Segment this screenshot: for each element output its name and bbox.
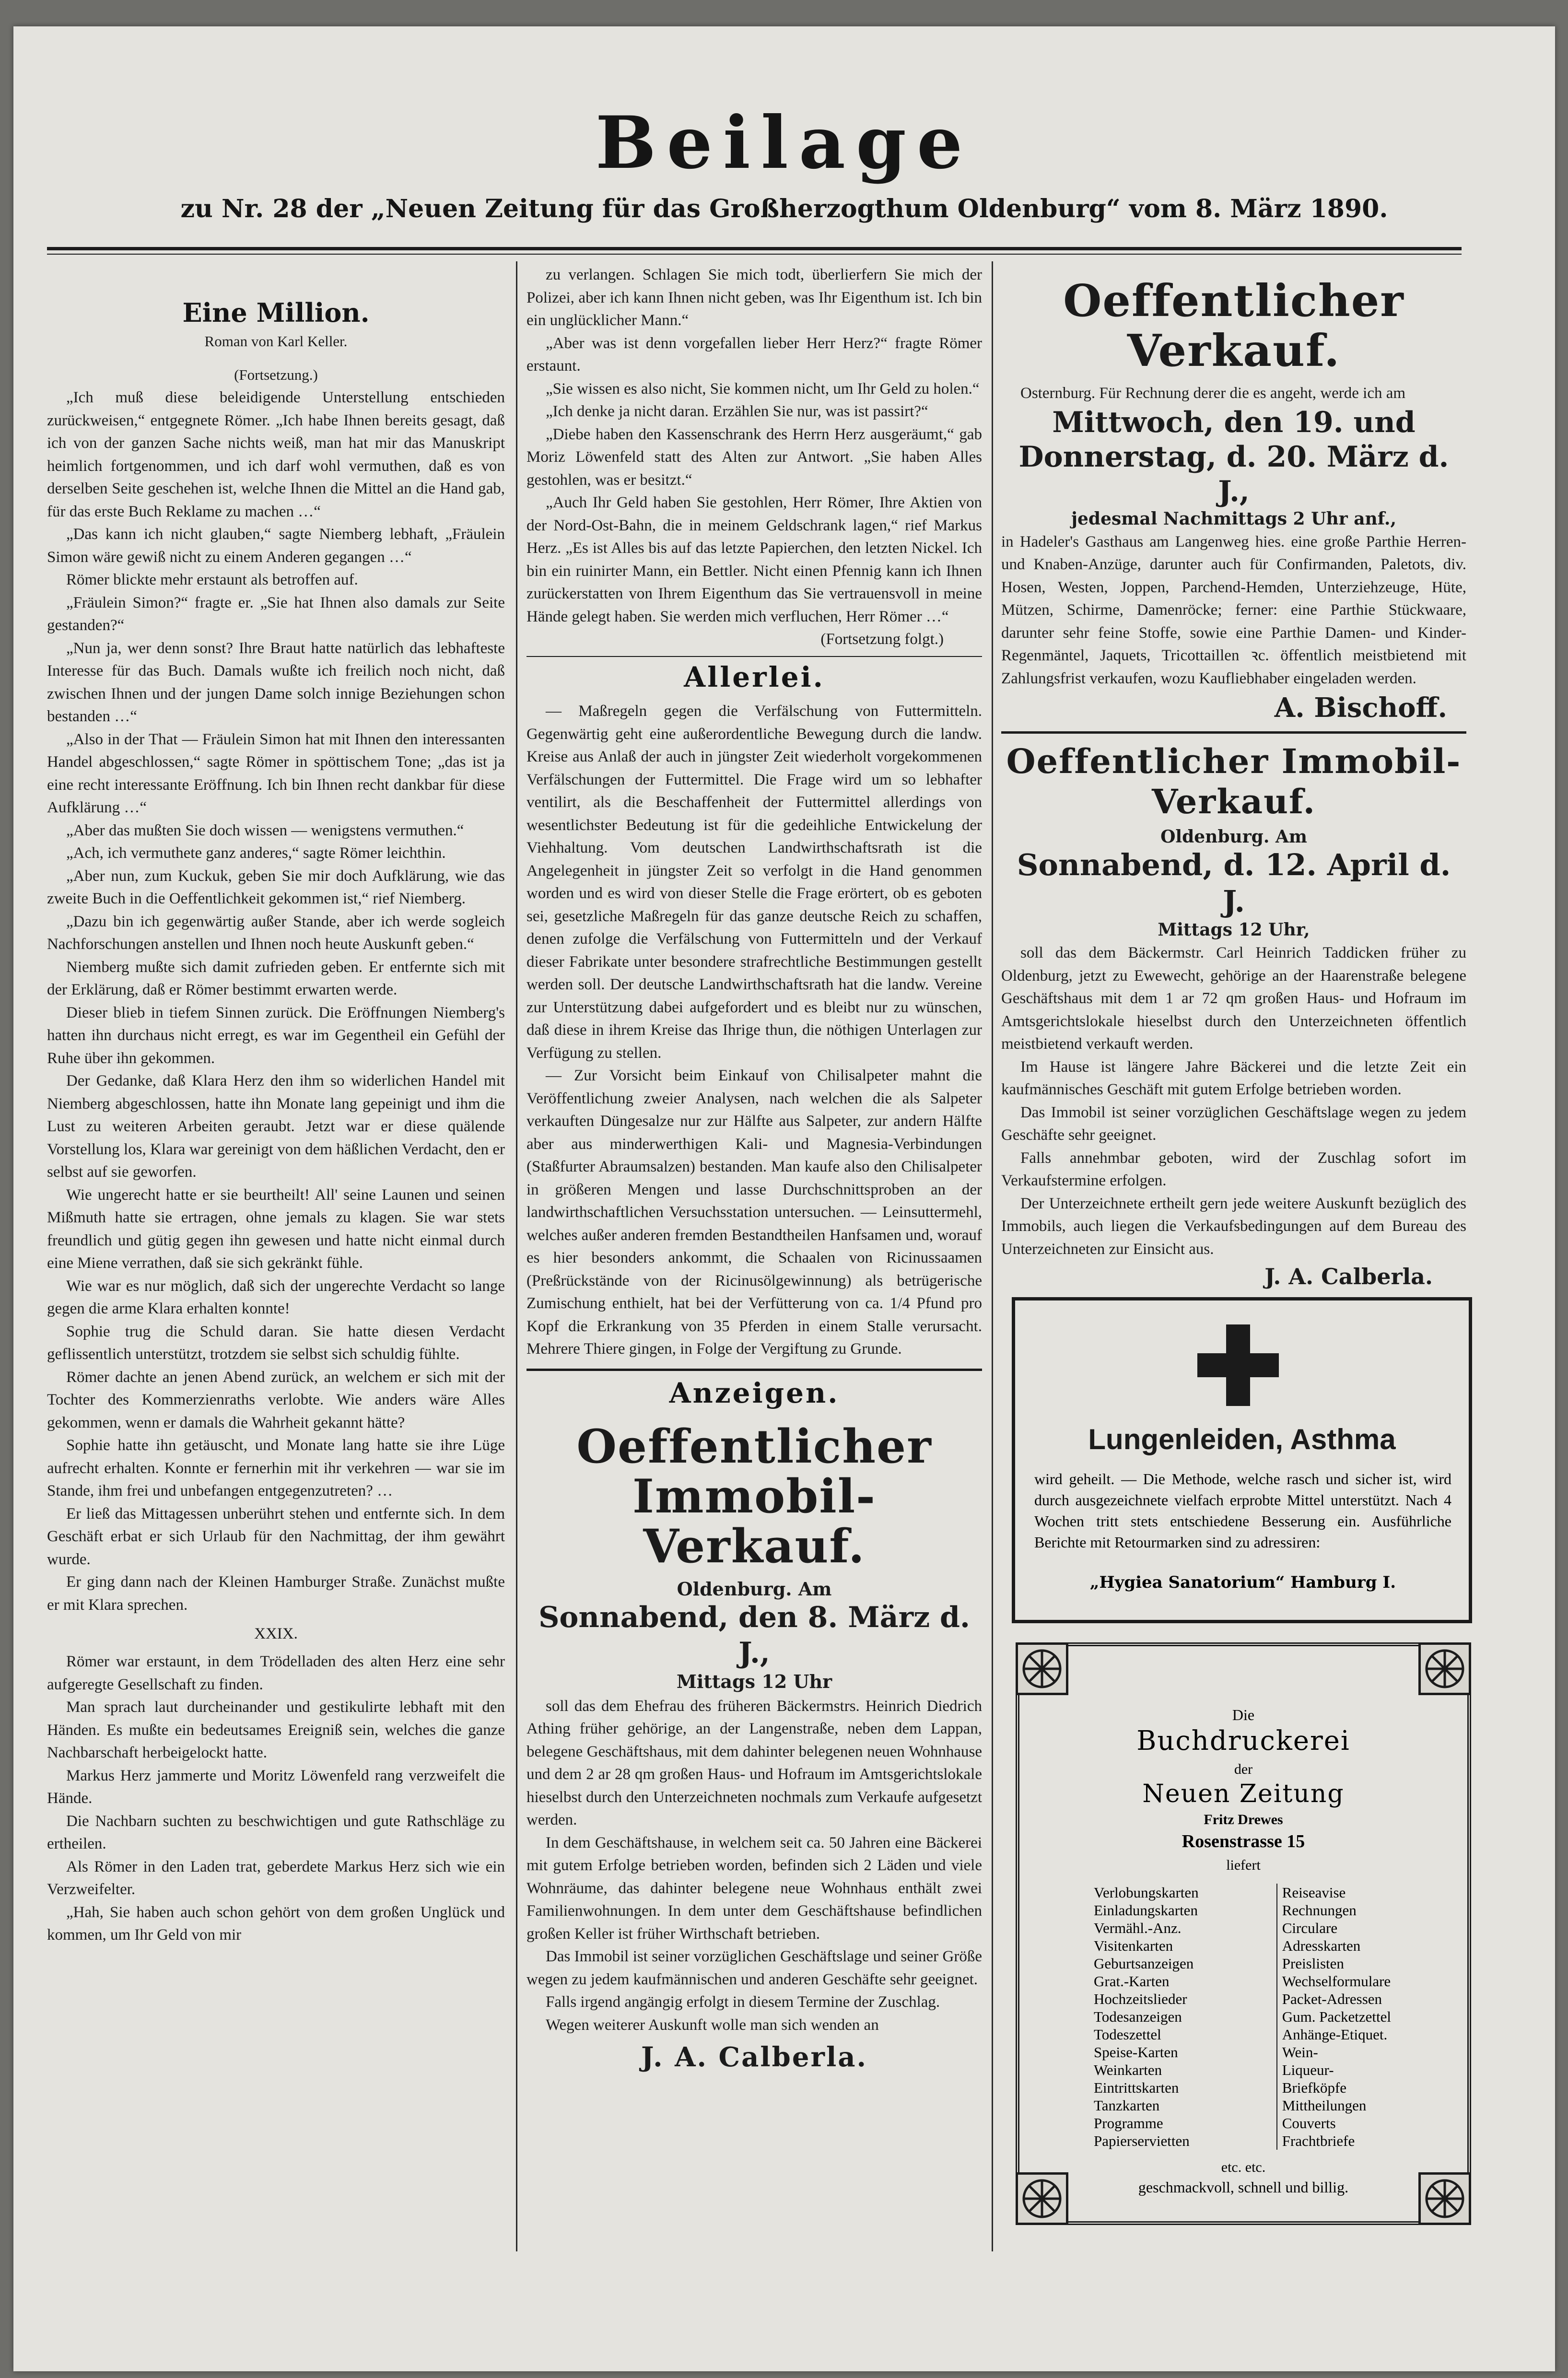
story-heading: Eine Million.: [182, 297, 370, 328]
print-products-table: [1094, 1884, 1391, 2150]
paragraph: soll das dem Bäckermstr. Carl Heinrich Taddicken früher zu Oldenburg, jetzt zu Ewewecht, gehörige an der Haarenstraße belegene Geschäftshaus mit dem 1 ar 72 qm großen Haus- und Hofraum im Amtsgerichtslokale hieselbst durch den Unterzeichneten öffentlich meistbietend verkauft werden.: [1001, 944, 1466, 1053]
product-item: Preislisten: [1282, 1955, 1344, 1972]
asthma-ad-text: wird geheilt. — Die Methode, welche rasch und sicher ist, wird durch ausgezeichnete vielfach erprobte Mittel unterstützt. Nach 4 Wochen tritt stets entschiedene Besserung ein. Ausführliche Berichte mit Retourmarken sind zu adressiren:: [1034, 1470, 1451, 1551]
story-continued-note: (Fortsetzung folgt.): [820, 631, 944, 648]
paragraph: Wie war es nur möglich, daß sich der ungerechte Verdacht so lange gegen die arme Klara erhalten konnte!: [47, 1277, 505, 1317]
paragraph: Wie ungerecht hatte er sie beurtheilt! All' seine Launen und seinen Mißmuth hatte sie ertragen, ohne jemals zu klagen. Sie war stets freundlich und gütig gegen ihn gewesen und hatte nicht einmal durch eine Miene verrathen, daß sie sich gekränkt fühle.: [47, 1186, 505, 1272]
column-divider: [992, 261, 993, 2251]
paragraph: „Sie wissen es also nicht, Sie kommen nicht, um Ihr Geld zu holen.“: [546, 380, 980, 398]
paragraph: Das Immobil ist seiner vorzüglichen Geschäftslage wegen zu jedem Geschäfte sehr geeignet.: [1001, 1103, 1466, 1144]
print-shop-etc: etc. etc.: [1221, 2159, 1266, 2175]
paragraph: Als Römer in den Laden trat, geberdete Markus Herz sich wie ein Verzweifelter.: [47, 1858, 505, 1898]
ad-date: Sonnabend, den 8. März d. J.,: [538, 1600, 970, 1670]
print-shop-ad: [1016, 1642, 1471, 2225]
product-item: Frachtbriefe: [1282, 2132, 1355, 2149]
story-continuation: [527, 264, 982, 628]
newspaper-page: [13, 26, 1555, 2371]
product-item: Mittheilungen: [1282, 2097, 1367, 2114]
cross-icon: [1197, 1324, 1279, 1406]
paragraph: „Aber was ist denn vorgefallen lieber Herr Herz?“ fragte Römer erstaunt.: [527, 334, 982, 375]
ornament-icon: [1418, 1642, 1471, 1695]
ornament-icon: [1016, 1642, 1068, 1695]
print-shop-footer: geschmackvoll, schnell und billig.: [1138, 2179, 1349, 2196]
ad-signature: J. A. Calberla.: [641, 2041, 868, 2073]
ad1-intro: Osternburg. Für Rechnung derer die es angeht, werde ich am: [1020, 385, 1406, 402]
paragraph: „Aber nun, zum Kuckuk, geben Sie mir doch Aufklärung, wie das zweite Buch in die Oeffentlichkeit gekommen ist,“ rief Niemberg.: [47, 867, 505, 907]
ad2-time: Mittags 12 Uhr,: [1158, 920, 1310, 940]
ad1-date-2: Donnerstag, d. 20. März d. J.,: [1018, 440, 1449, 508]
ad2-text: [1001, 942, 1466, 1261]
product-item: Weinkarten: [1094, 2062, 1162, 2078]
product-item: Geburtsanzeigen: [1094, 1955, 1194, 1972]
paragraph: „Auch Ihr Geld haben Sie gestohlen, Herr Römer, Ihre Aktien von der Nord-Ost-Bahn, die in meinem Geldschrank lagen,“ rief Markus Herz. „Es ist Alles bis auf das letzte Papierchen, den letzten Nickel. Ich bin ein ruinirter Mann, ein Bettler. Nicht einen Pfennig kann ich Ihnen zurückerstatten von Ihrem Eigenthum das Sie vertrauensvoll in meine Hände gelegt haben. Sie werden mich verfluchen, Herr Römer …“: [527, 494, 982, 625]
column-2: [527, 264, 982, 2073]
column-3: [1001, 271, 1466, 1289]
print-shop-owner: Fritz Drewes: [1204, 1812, 1283, 1827]
ad2-date: Sonnabend, d. 12. April d. J.: [1017, 847, 1451, 919]
product-item: Wechselformulare: [1282, 1973, 1391, 1990]
product-item: Couverts: [1282, 2115, 1336, 2132]
print-shop-die: Die: [1232, 1706, 1255, 1723]
paragraph: „Das kann ich nicht glauben,“ sagte Niemberg lebhaft, „Fräulein Simon wäre gewiß nicht zu einem Anderen gegangen …“: [47, 526, 505, 566]
section-rule: [527, 656, 982, 657]
paragraph: Römer war erstaunt, in dem Trödelladen des alten Herz eine sehr aufgeregte Gesellschaft zu finden.: [47, 1653, 505, 1693]
ad1-date-1: Mittwoch, den 19. und: [1052, 405, 1416, 439]
product-item: Speise-Karten: [1094, 2044, 1178, 2061]
paragraph: Das Immobil ist seiner vorzüglichen Geschäftslage und seiner Größe wegen zu jedem kaufmännischen und anderen Geschäfte sehr geeignet.: [527, 1948, 982, 1988]
paragraph: — Maßregeln gegen die Verfälschung von Futtermitteln. Gegenwärtig geht eine außerordentliche Bewegung durch die landw. Kreise aus Anlaß der auch in jüngster Zeit wiederholt vorgekommenen Verfälschungen der Futtermittel. Die Frage wird um so lebhafter ventilirt, als die Beschaffenheit der Futtermittel allerdings von wesentlichster Bedeutung ist für die gedeihliche Entwickelung der Viehhaltung. Vom deutschen Landwirthschaftsrath ist die Angelegenheit in jüngster Zeit so verfolgt in die Hand genommen worden und es wird von dieser Stelle die Frage erörtert, ob es geboten sei, gesetzliche Maßregeln für das ganze deutsche Reich zu schaffen, denen zufolge die Verfälschung von Futtermitteln und der Verkauf dieser Fabrikate unter besondere strafrechtliche Bestimmungen gestellt werden soll. Der deutsche Landwirthschaftsrath hat die landw. Vereine zur Unterstützung dabei aufgefordert und es bleibt nur zu wünschen, daß diese in ihrem Kreise das Ihrige thun, die nöthigen Unterlagen zur Verfügung zu stellen.: [527, 703, 982, 1062]
paragraph: „Ach, ich vermuthete ganz anderes,“ sagte Römer leichthin.: [66, 844, 446, 862]
paragraph: „Hah, Sie haben auch schon gehört von dem großen Unglück und kommen, um Ihr Geld von mir: [47, 1903, 505, 1944]
paragraph: Römer blickte mehr erstaunt als betroffen auf.: [66, 571, 358, 588]
ad1-time: jedesmal Nachmittags 2 Uhr anf.,: [1071, 508, 1396, 529]
paragraph: Niemberg mußte sich damit zufrieden geben. Er entfernte sich mit der Erklärung, daß er Römer bestimmt erwarten werde.: [47, 958, 505, 998]
paragraph: Die Nachbarn suchten zu beschwichtigen und gute Rathschläge zu ertheilen.: [47, 1812, 505, 1852]
product-item: Packet-Adressen: [1282, 1991, 1382, 2007]
product-item: Papierservietten: [1094, 2132, 1190, 2149]
paragraph: „Ich muß diese beleidigende Unterstellung entschieden zurückweisen,“ entgegnete Römer. „Ich habe Ihnen bereits gesagt, daß ich von der ganzen Sache nichts weiß, man hat mir das Manuskript heimlich fortgenommen, und ich darf wohl vermuthen, daß es von derselben Seite geschehen ist, welche Ihnen die Mittel an die Hand gab, für das erste Buch Reklame zu machen …“: [47, 389, 505, 520]
product-item: Adresskarten: [1282, 1937, 1361, 1954]
story-text: [47, 387, 505, 1617]
paragraph: „Fräulein Simon?“ fragte er. „Sie hat Ihnen also damals zur Seite gestanden?“: [47, 594, 505, 634]
product-item: Circulare: [1282, 1920, 1338, 1936]
product-item: Visitenkarten: [1094, 1937, 1173, 1954]
paragraph: „Dazu bin ich gegenwärtig außer Stande, aber ich werde sogleich Nachforschungen anstellen und Ihnen noch heute Auskunft geben.“: [47, 913, 505, 953]
ad-text: [527, 1695, 982, 2037]
paragraph: Falls irgend angängig erfolgt in diesem Termine der Zuschlag.: [546, 1993, 940, 2011]
product-item: Vermähl.-Anz.: [1094, 1920, 1182, 1936]
ad-time: Mittags 12 Uhr: [676, 1670, 832, 1692]
product-item: Hochzeitslieder: [1094, 1991, 1187, 2007]
product-item: Liqueur-: [1282, 2062, 1334, 2078]
allerlei-heading: Allerlei.: [684, 661, 825, 693]
paragraph: Sophie trug die Schuld daran. Sie hatte diesen Verdacht geflissentlich unterstützt, trotzdem sie selbst sich schuldig fühlte.: [47, 1323, 505, 1363]
column-divider: [516, 261, 517, 2251]
story-byline: Roman von Karl Keller.: [204, 333, 348, 350]
paragraph: zu verlangen. Schlagen Sie mich todt, überlierfern Sie mich der Polizei, aber ich kann Ihnen nicht geben, was Ihr Eigenthum ist. Ich bin ein unglücklicher Mann.“: [527, 266, 982, 329]
product-item: Verlobungskarten: [1094, 1884, 1199, 1901]
paragraph: Man sprach laut durcheinander und gestikulirte lebhaft mit den Händen. Es mußte ein bedeutsames Ereigniß sein, welches die ganze Nachbarschaft herbeigelockt hatte.: [47, 1699, 505, 1761]
product-item: Eintrittskarten: [1094, 2079, 1179, 2096]
print-shop-der: der: [1234, 1761, 1253, 1777]
ad-rule: [1001, 731, 1466, 734]
ad1-signature: A. Bischoff.: [1274, 692, 1447, 724]
ad2-signature: J. A. Calberla.: [1264, 1264, 1433, 1289]
masthead-rule-thin: [47, 254, 1462, 255]
product-item: Gum. Packetzettel: [1282, 2008, 1391, 2025]
product-item: Tanzkarten: [1094, 2097, 1160, 2114]
print-shop-street: Rosenstrasse 15: [1182, 1831, 1305, 1851]
product-item: Programme: [1094, 2115, 1163, 2132]
paragraph: „Also in der That — Fräulein Simon hat mit Ihnen den interessanten Handel abgeschlossen,“ sagte Römer in spöttischem Tone; „das ist ja eine recht interessante Eröffnung. Ich bin Ihnen recht dankbar für diese Aufklärung …“: [47, 730, 505, 816]
masthead-title: Beilage: [595, 101, 973, 185]
paragraph: „Ich denke ja nicht daran. Erzählen Sie nur, was ist passirt?“: [546, 403, 928, 420]
paragraph: Dieser blieb in tiefem Sinnen zurück. Die Eröffnungen Niemberg's hatten ihn durchaus nicht erregt, es war im Gegentheil ein Gefühl der Ruhe über ihn gekommen.: [47, 1004, 505, 1067]
story-note: (Fortsetzung.): [234, 366, 318, 383]
section-rule: [527, 1369, 982, 1371]
paragraph: Falls annehmbar geboten, wird der Zuschlag sofort im Verkaufstermine erfolgen.: [1001, 1149, 1466, 1189]
print-shop-title: Buchdruckerei: [1136, 1725, 1350, 1757]
product-item: Todesanzeigen: [1094, 2008, 1182, 2025]
masthead-rule: [47, 247, 1462, 250]
product-item: Todeszettel: [1094, 2026, 1161, 2043]
paragraph: Im Hause ist längere Jahre Bäckerei und die letzte Zeit ein kaufmännisches Geschäft mit gutem Erfolge betrieben worden.: [1001, 1058, 1466, 1098]
ad-title: Oeffentlicher Immobil-Verkauf.: [576, 1419, 932, 1573]
paragraph: — Zur Vorsicht beim Einkauf von Chilisalpeter mahnt die Veröffentlichung zweier Analysen, nach welchen die als Salpeter verkauften Düngesalze nur zur Hälfte aus Salpeter, zur andern Hälfte aber aus minderwerthigen Kali- und Magnesia-Verbindungen (Staßfurter Abraumsalzen) bestanden. Man kaufe also den Chilisalpeter in größeren Mengen und lasse Durchschnittsproben an der landwirthschaftlichen Versuchsstation untersuchen. — Leinsuttermehl, welches außer anderen fremden Bestandtheilen Hanfsamen und, worauf es hier besonders ankommt, die Schaalen von Ricinussaamen (Preßrückstände von der Ricinusölgewinnung) als betrügerische Zumischung enthielt, hat bei der Verfütterung von ca. 1/4 Pfund pro Kopf die Erkrankung von 35 Pferden in einem Stalle verursacht. Mehrere Thiere gingen, in Folge der Vergiftung zu Grunde.: [527, 1067, 982, 1358]
paragraph: Der Gedanke, daß Klara Herz den ihm so widerlichen Handel mit Niemberg abgeschlossen, hatte ihn Monate lang gepeinigt und ihm die Lust zu weiteren Arbeiten geraubt. Jetzt war er diese quälende Vorstellung los, Klara war gereinigt von dem häßlichen Verdacht, den er selbst auf sie geworfen.: [47, 1072, 505, 1181]
print-products-left: [1094, 1884, 1199, 2150]
column-1: [47, 276, 505, 1947]
ad-place: Oldenburg. Am: [677, 1578, 832, 1600]
paragraph: In dem Geschäftshause, in welchem seit ca. 50 Jahren eine Bäckerei mit gutem Erfolge betrieben worden, befinden sich 2 Läden und viele Wohnräume, das dahinter belegene neue Wohnhaus enthält zwei Familienwohnungen. In dem unter dem Geschäftshause befindlichen großen Keller ist früher Wirthschaft betrieben.: [527, 1834, 982, 1943]
anzeigen-heading: Anzeigen.: [669, 1376, 840, 1409]
product-item: Reiseavise: [1282, 1884, 1346, 1901]
ad1-text: in Hadeler's Gasthaus am Langenweg hies. eine große Parthie Herren- und Knaben-Anzüge, darunter auch für Confirmanden, Paletots, div. Hosen, Westen, Joppen, Parchend-Hemden, Unterziehzeuge, Hüte, Mützen, Schirme, Damenröcke; ferner: eine Parthie Stückwaare, darunter sehr feine Stoffe, sowie eine Parthie Damen- und Kinder-Regenmäntel, Jaquets, Tricottaillen ꝛc. öffentlich meistbietend mit Zahlungsfrist verkaufen, wozu Kaufliebhaber eingeladen werden.: [1001, 533, 1466, 687]
product-item: Briefköpfe: [1282, 2079, 1347, 2096]
print-shop-name: Neuen Zeitung: [1142, 1780, 1345, 1808]
asthma-ad-box: [1012, 1297, 1472, 1623]
asthma-ad-address: „Hygiea Sanatorium“ Hamburg I.: [1089, 1573, 1396, 1592]
ad2-title: Oeffentlicher Immobil-Verkauf.: [1006, 741, 1462, 821]
paragraph: Der Unterzeichnete ertheilt gern jede weitere Auskunft bezüglich des Immobils, auch liegen die Verkaufsbedingungen auf dem Bureau des Unterzeichneten zur Einsicht aus.: [1001, 1195, 1466, 1258]
chapter-number: XXIX.: [254, 1625, 298, 1642]
paragraph: Er ließ das Mittagessen unberührt stehen und entfernte sich. In dem Geschäft erbat er sich Urlaub für den Nachmittag, der ihm gewährt wurde.: [47, 1505, 505, 1568]
masthead-subtitle: zu Nr. 28 der „Neuen Zeitung für das Großherzogthum Oldenburg“ vom 8. März 1890.: [180, 194, 1388, 223]
product-item: Rechnungen: [1282, 1902, 1357, 1919]
product-item: Grat.-Karten: [1094, 1973, 1170, 1990]
paragraph: Sophie hatte ihn getäuscht, und Monate lang hatte sie ihre Lüge aufrecht erhalten. Konnte er fernerhin mit ihr verkehren — war sie im Stande, ihm frei und unbefangen entgegenzutreten? …: [47, 1437, 505, 1499]
product-item: Einladungskarten: [1094, 1902, 1198, 1919]
paragraph: Markus Herz jammerte und Moritz Löwenfeld rang verzweifelt die Hände.: [47, 1767, 505, 1807]
paragraph: „Aber das mußten Sie doch wissen — wenigstens vermuthen.“: [66, 821, 464, 839]
product-item: Anhänge-Etiquet.: [1282, 2026, 1388, 2043]
print-products-right: [1276, 1884, 1391, 2150]
ad2-place: Oldenburg. Am: [1160, 827, 1307, 847]
paragraph: „Nun ja, wer denn sonst? Ihre Braut hatte natürlich das lebhafteste Interesse für das Buch. Damals wußte ich freilich noch nicht, daß zwischen Ihnen und der jungen Dame solch innige Beziehungen schon bestanden …“: [47, 639, 505, 725]
paragraph: „Diebe haben den Kassenschrank des Herrn Herz ausgeräumt,“ gab Moriz Löwenfeld statt des Alten zur Antwort. „Sie haben Alles gestohlen, was er besitzt.“: [527, 425, 982, 489]
print-shop-liefert: liefert: [1226, 1857, 1261, 1873]
asthma-ad-title: Lungenleiden, Asthma: [1088, 1423, 1396, 1455]
paragraph: Römer dachte an jenen Abend zurück, an welchem er sich mit der Tochter des Kommerzienraths verlobte. Wie anders wäre Alles gekommen, wenn er damals die Wahrheit gekannt hätte?: [47, 1368, 505, 1431]
story-text-2: [47, 1651, 505, 1947]
allerlei-text: [527, 700, 982, 1361]
paragraph: soll das dem Ehefrau des früheren Bäckermstrs. Heinrich Diedrich Athing früher gehörige, an der Langenstraße, neben dem Lappan, belegene Geschäftshaus, mit dem dahinter belegenen neuen Wohnhause und dem 2 ar 28 qm großen Haus- und Hofraum im Amtsgerichtslokale hieselbst durch den Unterzeichneten nochmals zum Verkaufe aufgesetzt werden.: [527, 1697, 982, 1828]
paragraph: Er ging dann nach der Kleinen Hamburger Straße. Zunächst mußte er mit Klara sprechen.: [47, 1573, 505, 1614]
ad1-title: Oeffentlicher Verkauf.: [1063, 275, 1404, 376]
paragraph: Wegen weiterer Auskunft wolle man sich wenden an: [546, 2016, 879, 2034]
product-item: Wein-: [1282, 2044, 1318, 2061]
